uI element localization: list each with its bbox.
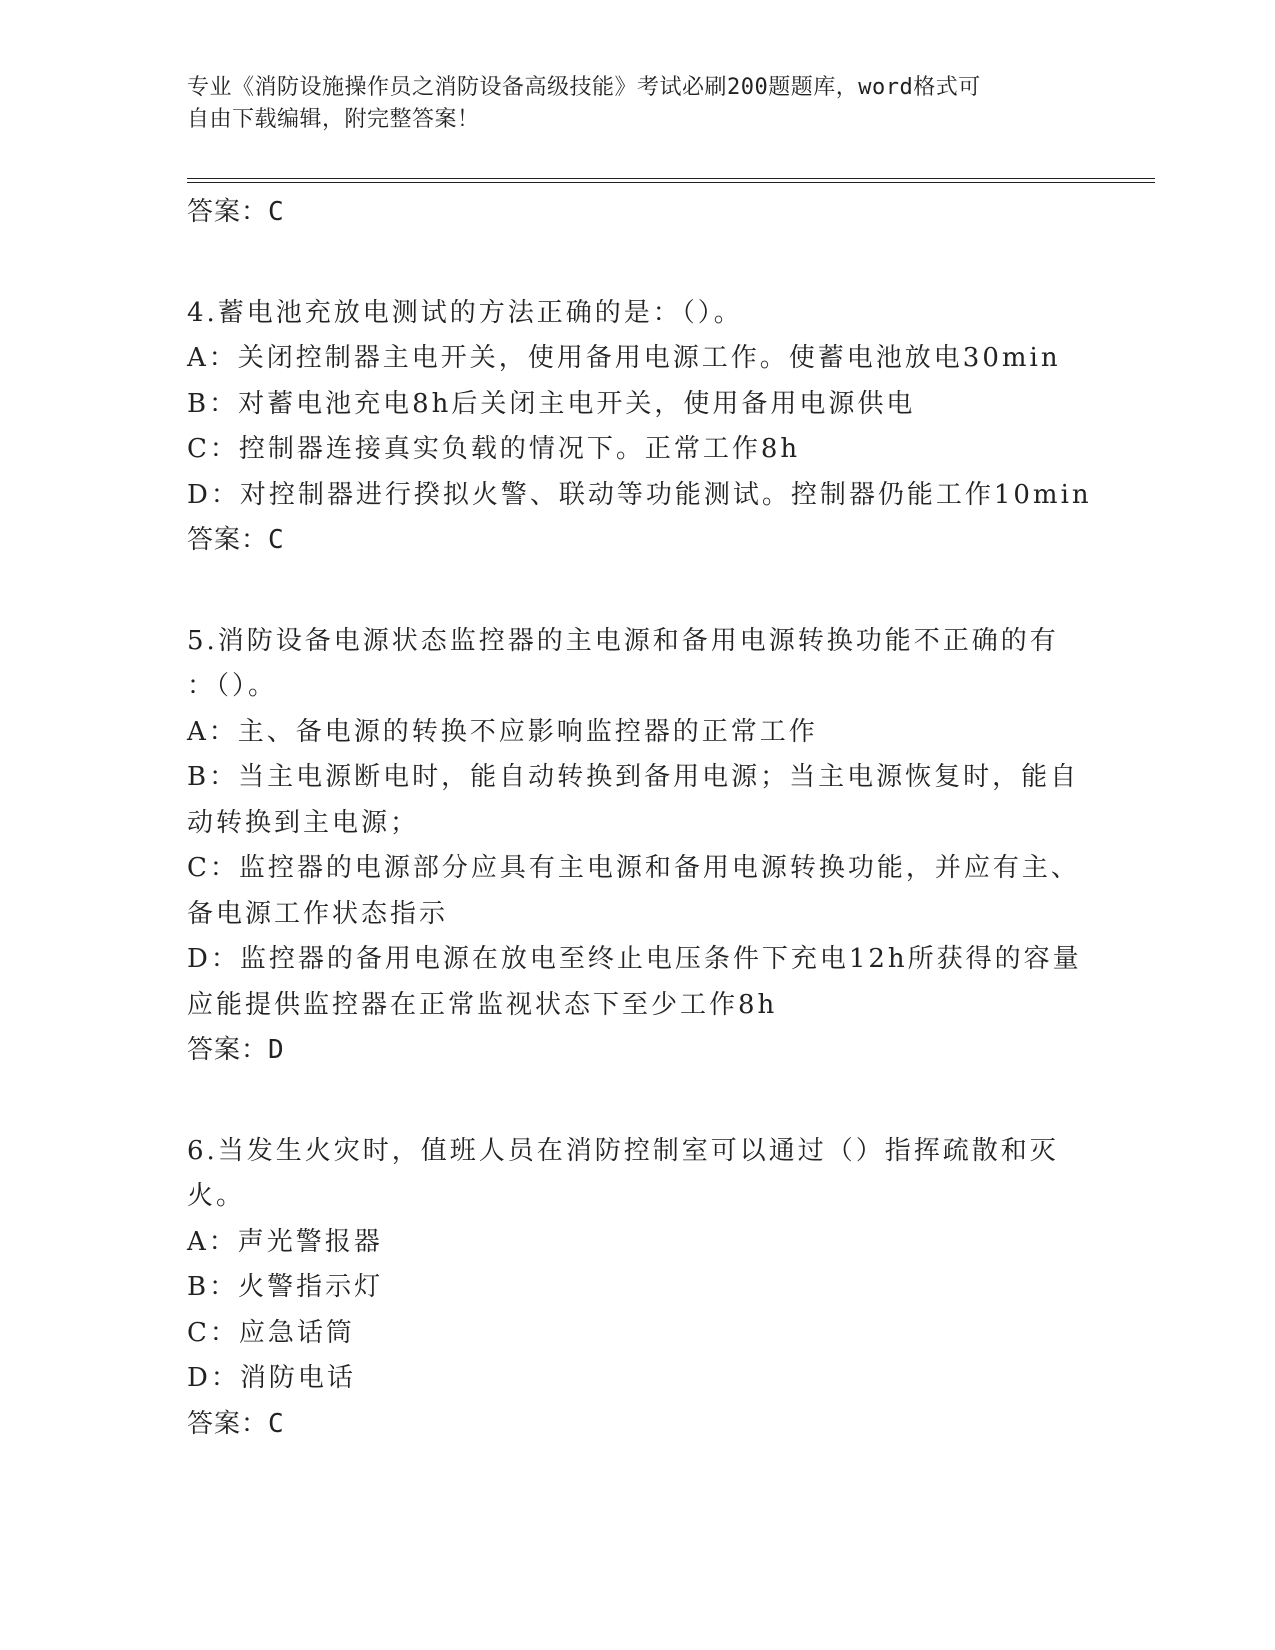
question-6-option-d: D：消防电话 [187,1363,356,1393]
header-line-1: 专业《消防设施操作员之消防设备高级技能》考试必刷200题题库，word格式可 [187,75,981,100]
question-6-stem-line-1: 6.当发生火灾时，值班人员在消防控制室可以通过（）指挥疏散和灭 [187,1135,1059,1166]
question-4-option-a: A：关闭控制器主电开关，使用备用电源工作。使蓄电池放电30min [187,343,1061,373]
question-6-option-c: C：应急话筒 [187,1317,355,1348]
question-4-option-c: C：控制器连接真实负载的情况下。正常工作8h [187,434,801,464]
question-5-option-c-line-1: C：监控器的电源部分应具有主电源和备用电源转换功能，并应有主、 [187,853,1080,883]
question-5-option-d-line-1: D：监控器的备用电源在放电至终止电压条件下充电12h所获得的容量 [187,944,1082,974]
question-4-stem: 4.蓄电池充放电测试的方法正确的是：（）。 [187,297,743,328]
document-header [187,72,1067,136]
header-line-2: 自由下载编辑，附完整答案！ [187,107,480,132]
question-4 [187,291,1092,564]
question-4-answer: 答案：C [187,525,285,555]
question-5-option-a: A：主、备电源的转换不应影响监控器的正常工作 [187,716,818,747]
question-list [187,190,1092,1447]
answer-previous: 答案：C [187,197,285,227]
spacer [187,564,1087,619]
question-6-option-a: A：声光警报器 [187,1226,383,1257]
question-6-stem-line-2: 火。 [187,1181,246,1211]
question-5-answer: 答案：D [187,1035,285,1065]
spacer [187,236,1087,291]
question-5-stem-line-1: 5.消防设备电源状态监控器的主电源和备用电源转换功能不正确的有 [187,625,1059,656]
question-5 [187,619,1087,1074]
question-6-option-b: B：火警指示灯 [187,1272,384,1302]
spacer [187,1074,1087,1129]
question-5-option-b-line-2: 动转换到主电源； [187,807,420,838]
question-5-option-c-line-2: 备电源工作状态指示 [187,898,449,929]
header-divider-top [187,178,1155,179]
question-4-option-b: B：对蓄电池充电8h后关闭主电开关，使用备用电源供电 [187,388,916,419]
header-divider-bottom [187,182,1155,183]
question-5-option-b-line-1: B：当主电源断电时，能自动转换到备用电源；当主电源恢复时，能自 [187,762,1080,792]
question-4-option-d: D：对控制器进行揆拟火警、联动等功能测试。控制器仍能工作10min [187,479,1092,510]
question-5-option-d-line-2: 应能提供监控器在正常监视状态下至少工作8h [187,989,778,1020]
question-6 [187,1129,1087,1448]
question-5-stem-line-2: ：（）。 [187,671,278,701]
question-6-answer: 答案：C [187,1408,285,1439]
